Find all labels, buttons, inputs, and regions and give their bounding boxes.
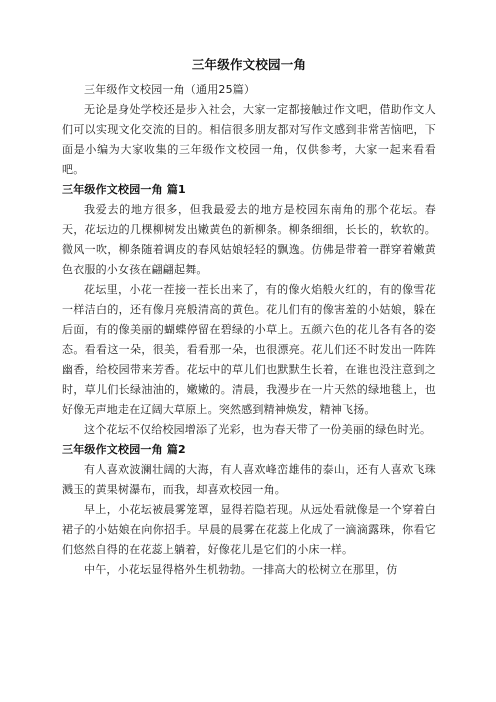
section-1-paragraph-3: 这个花坛不仅给校园增添了光彩，也为春天带了一份美丽的绿色时光。 xyxy=(84,423,432,436)
section-1-paragraph-1: 我爱去的地方很多，但我最爱去的地方是校园东南角的那个花坛。春天，花坛边的几棵柳树发出嫩黄色的新柳条。柳条细细，长长的，软软的。微风一吹，柳条随着调皮的春风姑娘轻轻的飘逸。仿佛是带着一群穿着嫩黄色衣服的小女孩在翩翩起舞。 xyxy=(62,203,436,276)
document-title: 三年级作文校园一角 xyxy=(191,57,307,72)
section-heading-2: 三年级作文校园一角 篇2 xyxy=(62,443,186,456)
section-heading-1: 三年级作文校园一角 篇1 xyxy=(62,183,186,196)
intro-paragraph: 无论是身处学校还是步入社会，大家一定都接触过作文吧，借助作文人们可以实现文化交流的目的。相信很多朋友都对写作文感到非常苦恼吧，下面是小编为大家收集的三年级作文校园一角，仅供参考，大家一起来看看吧。 xyxy=(62,103,436,176)
section-2-paragraph-1: 有人喜欢波澜壮阔的大海，有人喜欢峰峦雄伟的泰山，还有人喜欢飞珠溅玉的黄果树瀑布，而我，却喜欢校园一角。 xyxy=(62,463,436,496)
section-2-paragraph-3: 中午，小花坛显得格外生机勃勃。一排高大的松树立在那里，仿 xyxy=(84,563,398,576)
section-1-paragraph-2: 花坛里，小花一茬接一茬长出来了，有的像火焰般火红的，有的像雪花一样洁白的，还有像月亮般清高的黄色。花儿们有的像害羞的小姑娘，躲在后面，有的像美丽的蝴蝶停留在碧绿的小草上。五颜六色的花儿各有各的姿态。看看这一朵，很美，看看那一朵，也很漂亮。花儿们还不时发出一阵阵幽香，给校园带来芳香。花坛中的草儿们也默默生长着，在谁也没注意到之时，草儿们长绿油油的，嫩嫩的。清晨，我漫步在一片天然的绿地毯上，也好像无声地走在辽阔大草原上。突然感到精神焕发，精神飞扬。 xyxy=(62,283,436,416)
section-2-paragraph-2: 早上，小花坛被晨雾笼罩，显得若隐若现。从远处看就像是一个穿着白裙子的小姑娘在向你招手。早晨的晨雾在花蕊上化成了一滴滴露珠，你看它们悠然自得的在花蕊上躺着，好像花儿是它们的小床一样。 xyxy=(62,503,436,556)
intro-subtitle: 三年级作文校园一角（通用25篇） xyxy=(84,83,256,96)
